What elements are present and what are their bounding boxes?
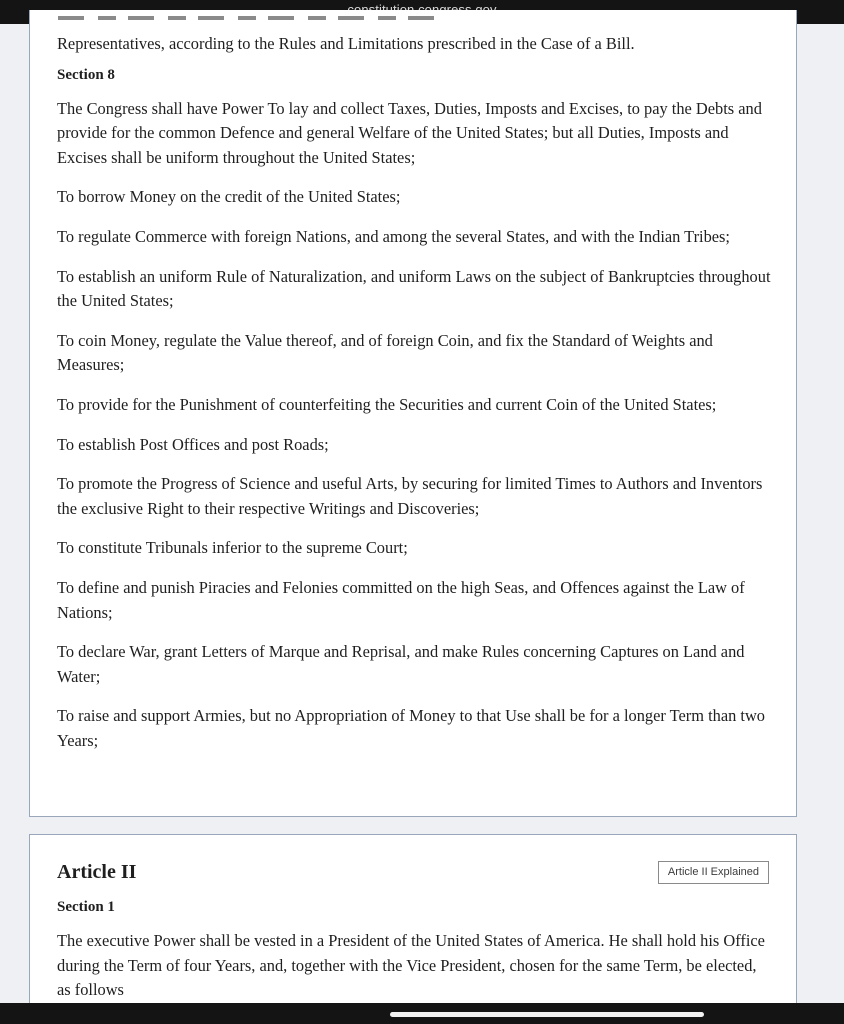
clause-3: To regulate Commerce with foreign Nations, and among the several States, and with the Indian Tribes; <box>57 226 730 246</box>
article-2-content <box>57 859 772 1018</box>
article-2-card <box>29 834 797 1024</box>
clause-8: To promote the Progress of Science and useful Arts, by securing for limited Times to Authors and Inventors the exclusive Right to their respective Writings and Discoveries; <box>57 474 763 518</box>
clause-9: To constitute Tribunals inferior to the supreme Court; <box>57 538 408 558</box>
system-home-bar <box>0 1003 844 1024</box>
article-2-header <box>57 859 772 885</box>
section-1-heading: Section 1 <box>57 899 115 915</box>
article-2-section-1-text: The executive Power shall be vested in a President of the United States of America. He shall hold his Office during the Term of four Years, and, together with the Vice President, chosen for the same Term, be elected, as follows <box>57 931 765 1000</box>
home-indicator[interactable] <box>390 1012 704 1017</box>
article-2-title: Article II <box>57 861 137 883</box>
clause-2: To borrow Money on the credit of the United States; <box>57 187 401 207</box>
clause-1: The Congress shall have Power To lay and collect Taxes, Duties, Imposts and Excises, to pay the Debts and provide for the common Defence and general Welfare of the United States; but all Duties, Imposts and Excises shall be uniform throughout the United States; <box>57 98 762 167</box>
section-8-heading: Section 8 <box>57 66 115 83</box>
clause-6: To provide for the Punishment of counterfeiting the Securities and current Coin of the United States; <box>57 394 717 414</box>
clause-12: To raise and support Armies, but no Appropriation of Money to that Use shall be for a longer Term than two Years; <box>57 706 765 750</box>
clause-10: To define and punish Piracies and Felonies committed on the high Seas, and Offences against the Law of Nations; <box>57 577 745 622</box>
paragraph-continuation: Representatives, according to the Rules and Limitations prescribed in the Case of a Bill. <box>57 34 635 53</box>
clause-5: To coin Money, regulate the Value thereof, and of foreign Coin, and fix the Standard of Weights and Measures; <box>57 330 713 375</box>
clipped-text-line <box>58 16 438 20</box>
article-2-explained-button[interactable]: Article II Explained <box>658 861 769 884</box>
clause-11: To declare War, grant Letters of Marque and Reprisal, and make Rules concerning Captures on Land and Water; <box>57 642 745 686</box>
clause-7: To establish Post Offices and post Roads; <box>57 434 329 454</box>
article-1-content <box>57 32 772 768</box>
article-1-card <box>29 10 797 817</box>
clause-4: To establish an uniform Rule of Naturalization, and uniform Laws on the subject of Bankruptcies throughout the United States; <box>57 266 771 311</box>
